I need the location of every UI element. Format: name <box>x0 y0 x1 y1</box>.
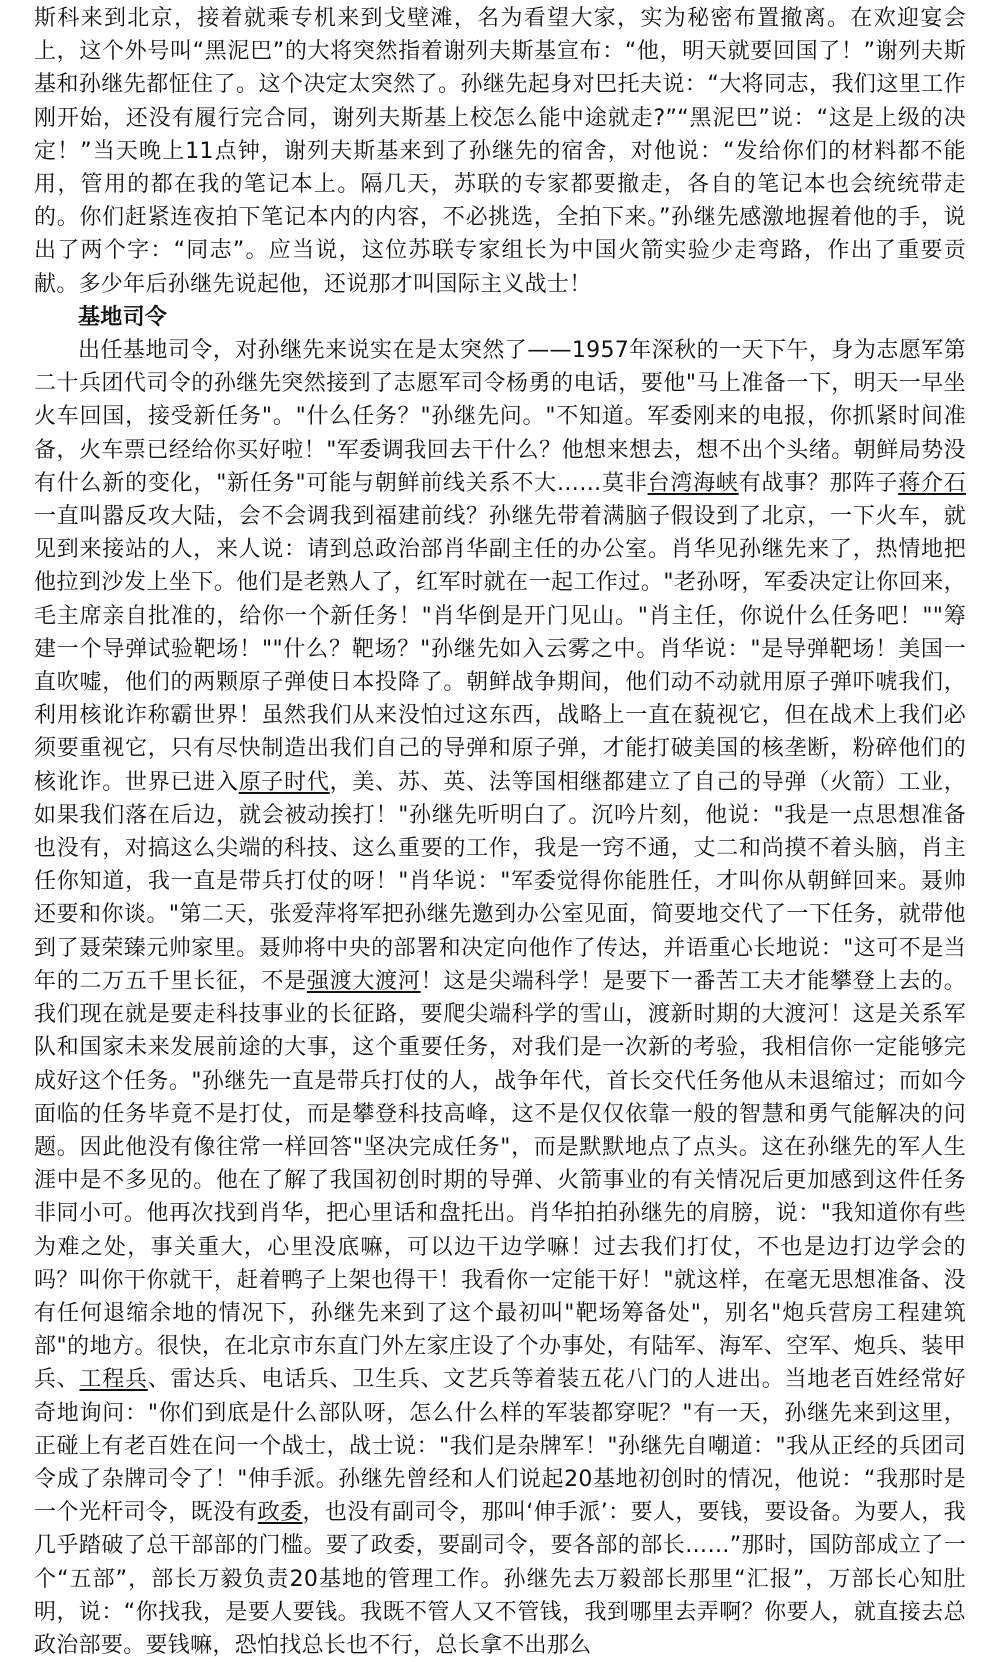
link-engineering-corps[interactable]: 工程兵 <box>79 1367 148 1393</box>
paragraph-main <box>34 334 966 1662</box>
link-chiang-kai-shek[interactable]: 蒋介石 <box>898 470 966 496</box>
link-atomic-age[interactable]: 原子时代 <box>238 769 330 795</box>
link-dadu-river[interactable]: 强渡大渡河 <box>306 968 421 994</box>
text-run: ，美、苏、英、法等国相继都建立了自己的导弹（火箭）工业，如果我们落在后边，就会被动挨打！"孙继先听明白了。沉吟片刻，他说："我是一点思想准备也没有，对搞这么尖端的科技、这么重要的工作，我是一窍不通，丈二和尚摸不着头脑，肖主任你知道，我一直是带兵打仗的呀！"肖华说："军委觉得你能胜任，才叫你从朝鲜回来。聂帅还要和你谈。"第二天，张爱萍将军把孙继先邀到办公室见面，简要地交代了一下任务，就带他到了聂荣臻元帅家里。聂帅将中央的部署和决定向他作了传达，并语重心长地说："这可不是当年的二万五千里长征，不是 <box>34 769 967 994</box>
link-political-commissar[interactable]: 政委 <box>257 1500 303 1526</box>
paragraph-continued: 斯科来到北京，接着就乘专机来到戈壁滩，名为看望大家，实为秘密布置撤离。在欢迎宴会上，这个外号叫“黑泥巴”的大将突然指着谢列夫斯基宣布：“他，明天就要回国了！”谢列夫斯基和孙继先都怔住了。这个决定太突然了。孙继先起身对巴托夫说：“大将同志，我们这里工作刚开始，还没有履行完合同，谢列夫斯基上校怎么能中途就走?”“黑泥巴”说：“这是上级的决定！”当天晚上11点钟，谢列夫斯基来到了孙继先的宿舍，对他说：“发给你们的材料都不能用，管用的都在我的笔记本上。隔几天，苏联的专家都要撤走，各自的笔记本也会统统带走的。你们赶紧连夜拍下笔记本内的内容，不必挑选，全拍下来。”孙继先感激地握着他的手，说出了两个字：“同志”。应当说，这位苏联专家组长为中国火箭实验少走弯路，作出了重要贡献。多少年后孙继先说起他，还说那才叫国际主义战士！ <box>34 6 966 297</box>
text-run: ，也没有副司令，那叫‘伸手派’：要人，要钱，要设备。为要人，我几乎踏破了总干部部的门槛。要了政委，要副司令，要各部的部长……”那时，国防部成立了一个“五部”，部长万毅负责20基地的管理工作。孙继先去万毅部长那里“汇报”，万部长心知肚明，说：“你找我，是要人要钱。我既不管人又不管钱，我到哪里去弄啊？你要人，就直接去总政治部要。要钱嘛，恐怕找总长也不行，总长拿不出那么 <box>34 1500 966 1658</box>
text-run: 、雷达兵、电话兵、卫生兵、文艺兵等着装五花八门的人进出。当地老百姓经常好奇地询问："你们到底是什么部队呀，怎么什么样的军装都穿呢？"有一天，孙继先来到这里，正碰上有老百姓在问一个战士，战士说："我们是杂牌军！"孙继先自嘲道："我从正经的兵团司令成了杂牌司令了！"伸手派。孙继先曾经和人们说起20基地初创时的情况，他说：“我那时是一个光杆司令，既没有 <box>34 1367 966 1526</box>
text-run: 有战事？那阵子 <box>738 470 899 496</box>
text-run: ！这是尖端科学！是要下一番苦工夫才能攀登上去的。我们现在就是要走科技事业的长征路，要爬尖端科学的雪山，渡新时期的大渡河！这是关系军队和国家未来发展前途的大事，这个重要任务，对我们是一次新的考验，我相信你一定能够完成好这个任务。"孙继先一直是带兵打仗的人，战争年代，首长交代任务他从未退缩过；而如今面临的任务毕竟不是打仗，而是攀登科技高峰，这不是仅仅依靠一般的智慧和勇气能解决的问题。因此他没有像往常一样回答"坚决完成任务"，而是默默地点了点头。这在孙继先的军人生涯中是不多见的。他在了解了我国初创时期的导弹、火箭事业的有关情况后更加感到这件任务非同小可。他再次找到肖华，把心里话和盘托出。肖华拍拍孙继先的肩膀，说："我知道你有些为难之处，事关重大，心里没底嘛，可以边干边学嘛！过去我们打仗，不也是边打边学会的吗？叫你干你就干，赶着鸭子上架也得干！我看你一定能干好！"就这样，在毫无思想准备、没有任何退缩余地的情况下，孙继先来到了这个最初叫"靶场筹备处"，别名"炮兵营房工程建筑部"的地方。很快，在北京市东直门外左家庄设了个办事处，有陆军、海军、空军、炮兵、装甲兵、 <box>34 968 966 1393</box>
section-heading: 基地司令 <box>78 304 168 330</box>
text-run: 出任基地司令，对孙继先来说实在是太突然了——1957年深秋的一天下午，身为志愿军第二十兵团代司令的孙继先突然接到了志愿军司令杨勇的电话，要他"马上准备一下，明天一早坐火车回国，接受新任务"。"什么任务？"孙继先问。"不知道。军委刚来的电报，你抓紧时间准备，火车票已经给你买好啦！"军委调我回去干什么？他想来想去，想不出个头绪。朝鲜局势没有什么新的变化，"新任务"可能与朝鲜前线关系不大……莫非 <box>34 338 966 496</box>
link-taiwan-strait[interactable]: 台湾海峡 <box>647 470 739 496</box>
text-run: 一直叫嚣反攻大陆，会不会调我到福建前线？孙继先带着满脑子假设到了北京，一下火车，就见到来接站的人，来人说：请到总政治部肖华副主任的办公室。肖华见孙继先来了，热情地把他拉到沙发上坐下。他们是老熟人了，红军时就在一起工作过。"老孙呀，军委决定让你回来，毛主席亲自批准的，给你一个新任务！"肖华倒是开门见山。"肖主任，你说什么任务吧！""筹建一个导弹试验靶场！""什么？靶场？"孙继先如入云雾之中。肖华说："是导弹靶场！美国一直吹嘘，他们的两颗原子弹使日本投降了。朝鲜战争期间，他们动不动就用原子弹吓唬我们，利用核讹诈称霸世界！虽然我们从来没怕过这东西，战略上一直在藐视它，但在战术上我们必须要重视它，只有尽快制造出我们自己的导弹和原子弹，才能打破美国的核垄断，粉碎他们的核讹诈。世界已进入 <box>34 504 966 795</box>
